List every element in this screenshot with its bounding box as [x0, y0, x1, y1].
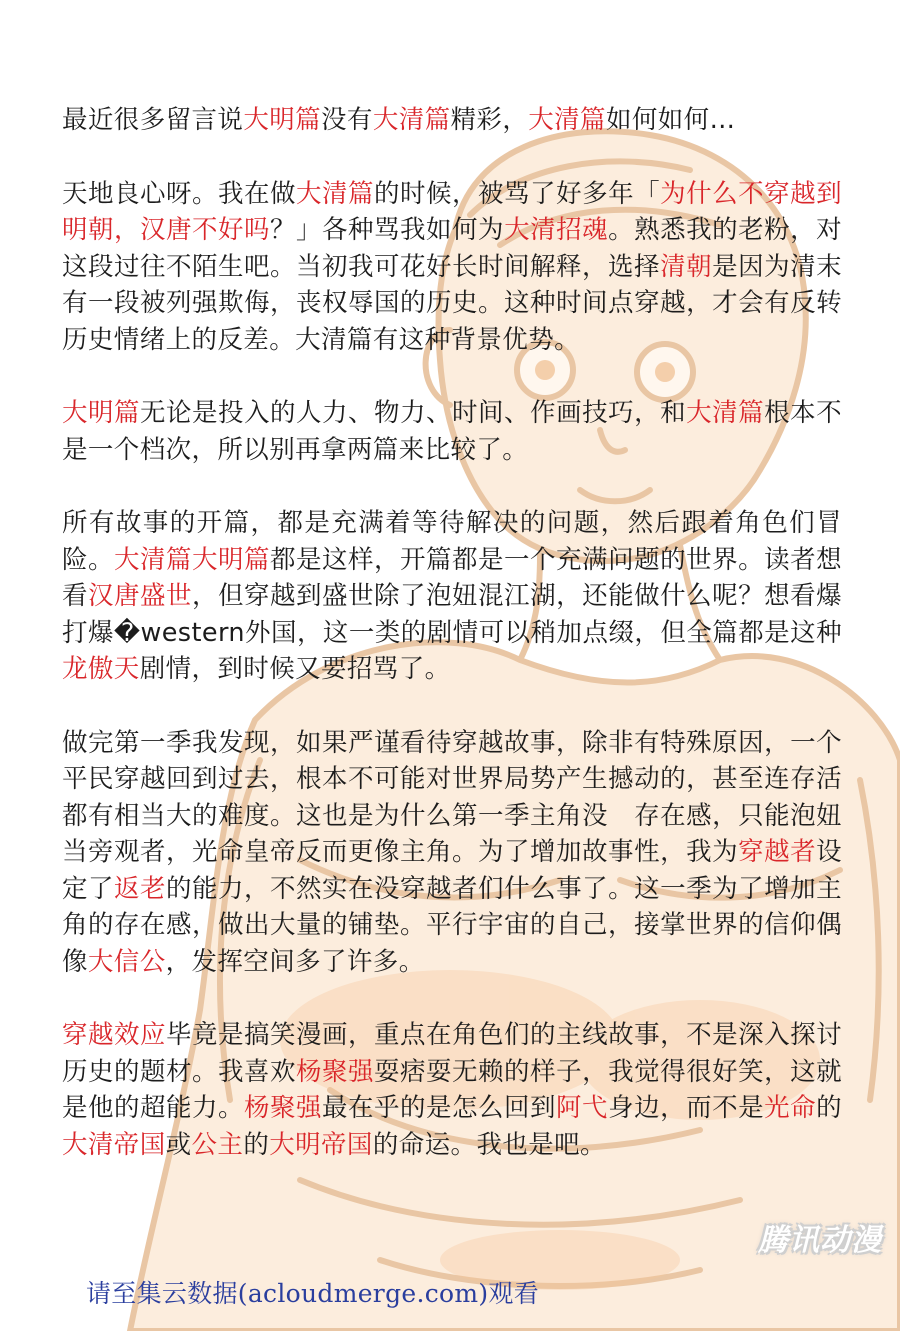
paragraph-text: 耍痞耍无赖的样子，我觉得很好笑，这就是他的超能力。 — [62, 1056, 842, 1123]
highlighted-term: 光命 — [764, 1093, 817, 1123]
highlighted-term: 杨聚强 — [296, 1056, 375, 1087]
paragraph-text: 的时候，被骂了好多年「 — [374, 178, 661, 209]
highlighted-term: 大清篇 — [528, 105, 606, 135]
highlighted-term: 大明篇 — [62, 398, 141, 428]
paragraph-text: ？」各种骂我如何为 — [270, 215, 505, 245]
paragraph-text: 的 — [243, 1129, 270, 1160]
paragraph-text: 没有 — [321, 105, 373, 135]
highlighted-term: 汉唐盛世 — [88, 581, 193, 611]
paragraph-text: 设定了 — [62, 837, 842, 904]
highlighted-term: 大信公 — [87, 946, 166, 977]
highlighted-term: 为什么不穿越到明朝，汉唐不好吗 — [62, 178, 842, 245]
highlighted-term: 大清篇 — [686, 398, 765, 428]
paragraph-text: 剧情，到时候又要招骂了。 — [139, 654, 451, 684]
highlighted-term: 穿越者 — [738, 837, 817, 867]
highlighted-term: 大清篇 — [296, 178, 375, 209]
paragraph-text: 都是这样，开篇都是一个充满问题的世界。读者想看 — [62, 544, 842, 611]
highlighted-term: 返老 — [114, 873, 167, 904]
highlighted-term: 公主 — [191, 1129, 244, 1160]
highlighted-term: 大清帝国 — [62, 1129, 166, 1160]
paragraph-text: 最近很多留言说 — [62, 105, 244, 135]
paragraph-text: 如何如何… — [605, 105, 736, 135]
paragraph-text: 的命运。我也是吧。 — [372, 1129, 606, 1160]
paragraph-text: 。熟悉我的老粉，对这段过往不陌生吧。当初我可花好长时间解释，选择 — [62, 215, 842, 282]
highlighted-term: 龙傲天 — [62, 654, 140, 684]
paragraph-text: 或 — [165, 1129, 192, 1160]
paragraph-text: 最在乎的是怎么回到 — [322, 1093, 557, 1123]
tencent-comics-watermark: 腾讯动漫 — [758, 1223, 882, 1258]
highlighted-term: 杨聚强 — [244, 1093, 323, 1123]
highlighted-term: 大明帝国 — [269, 1129, 373, 1160]
paragraph-text: 天地良心呀。我在做 — [62, 178, 297, 209]
paragraph-text: 是因为清末有一段被列强欺侮，丧权辱国的历史。这种时间点穿越，才会有反转历史情绪上的反差。大清篇有这种背景优势。 — [62, 251, 842, 355]
paragraph-text: 的 — [816, 1093, 842, 1123]
paragraph-text: ，发挥空间多了许多。 — [165, 946, 425, 977]
footer-source-link[interactable]: 请至集云数据(acloudmerge.com)观看 — [86, 1279, 540, 1308]
article-paragraph — [62, 395, 842, 468]
highlighted-term: 大清篇大明篇 — [114, 544, 271, 575]
highlighted-term: 清朝 — [660, 251, 713, 282]
highlighted-term: 大清篇 — [372, 105, 451, 135]
paragraph-text: 的能力，不然实在没穿越者们什么事了。这一季为了增加主角的存在感，做出大量的铺垫。平行宇宙的自己，接掌世界的信仰偶像 — [62, 873, 842, 977]
paragraph-text: 做完第一季我发现，如果严谨看待穿越故事，除非有特殊原因，一个平民穿越回到过去，根本不可能对世界局势产生撼动的，甚至连存活都有相当大的难度。这也是为什么第一季主角没 存在感，只能泡妞当旁观者，光命皇帝反而更像主角。为了增加故事性，我为 — [62, 727, 842, 867]
paragraph-text: ，但穿越到盛世除了泡妞混江湖，还能做什么呢？想看爆打爆�western外国，这一类的剧情可以稍加点缀，但全篇都是这种 — [62, 581, 842, 648]
paragraph-text: 精彩， — [450, 105, 529, 135]
article-body — [62, 102, 842, 1200]
article-paragraph — [62, 102, 842, 139]
highlighted-term: 穿越效应 — [62, 1020, 167, 1050]
highlighted-term: 大清招魂 — [504, 215, 609, 245]
highlighted-term: 大明篇 — [243, 105, 322, 135]
article-paragraph — [62, 1017, 842, 1163]
paragraph-text: 毕竟是搞笑漫画，重点在角色们的主线故事，不是深入探讨历史的题材。我喜欢 — [62, 1020, 842, 1087]
article-paragraph — [62, 725, 842, 981]
paragraph-text: 根本不是一个档次，所以别再拿两篇来比较了。 — [62, 398, 842, 465]
article-paragraph — [62, 505, 842, 688]
highlighted-term: 阿弋 — [556, 1093, 609, 1123]
article-paragraph — [62, 176, 842, 359]
paragraph-text: 无论是投入的人力、物力、时间、作画技巧，和 — [140, 398, 687, 428]
paragraph-text: 所有故事的开篇，都是充满着等待解决的问题，然后跟着角色们冒险。 — [62, 508, 842, 575]
paragraph-text: 身边，而不是 — [608, 1093, 765, 1123]
